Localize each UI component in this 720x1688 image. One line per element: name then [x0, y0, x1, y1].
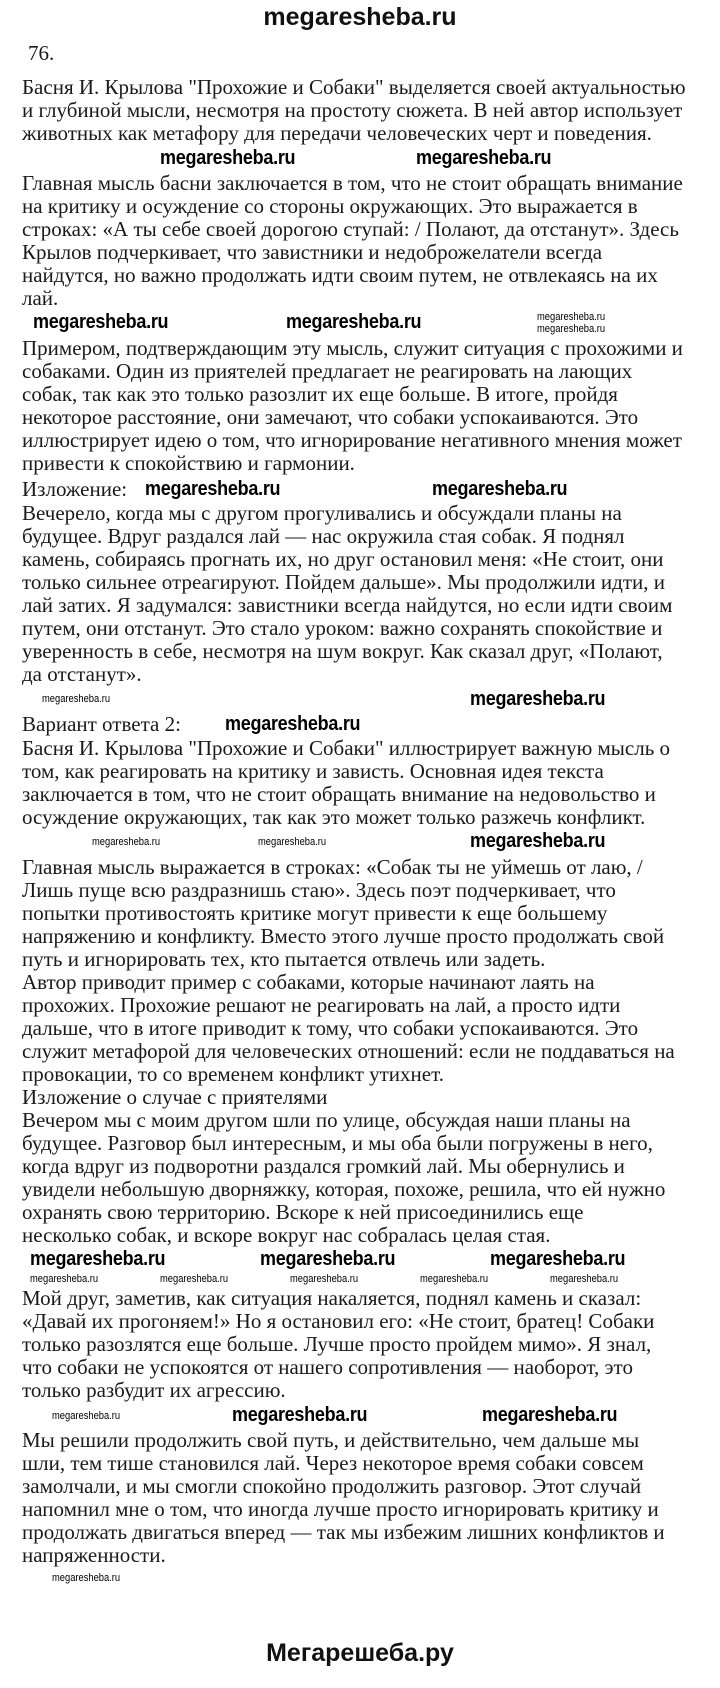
watermark: megaresheba.ru [225, 713, 361, 735]
paragraph-conclusion: Мы решили продолжить свой путь, и действительно, чем дальше мы шли, тем тише становился лай. Через некоторое время собаки совсем замолчали, и мы смогли спокойно продолжить разговор. Этот случай напомнил мне о том, что иногда лучше просто игнорировать критику и продолжать двигаться вперед — так мы избежим лишних конфликтов и напряженности. [22, 1428, 665, 1567]
watermark: megaresheba.ru [432, 478, 568, 500]
watermark-small: megaresheba.ru [537, 311, 606, 323]
watermark: megaresheba.ru [482, 1404, 618, 1426]
task-number: 76. [28, 41, 55, 65]
paragraph-friend: Мой друг, заметив, как ситуация накаляется, поднял камень и сказал: «Давай их прогоняем!» Но я остановил его: «Не стоит, братец! Собаки только разозлятся еще больше. Лучше просто пройдем мимо». Я знал, что собаки не успокоятся от нашего сопротивления — наоборот, это только разбудит их агрессию. [22, 1286, 655, 1402]
paragraph-1: Басня И. Крылова "Прохожие и Собаки" выделяется своей актуальностью и глубиной мысли, несмотря на простоту сюжета. В ней автор использует животных как метафору для передачи человеческих черт и поведения. [22, 75, 686, 145]
watermark: megaresheba.ru [232, 1404, 368, 1426]
paragraph-main-idea-2: Главная мысль выражается в строках: «Собак ты не уймешь от лаю, / Лишь пуще всю раздразнишь стаю». Здесь поэт подчеркивает, что попытки противостоять критике могут привести к еще большему напряжению и конфликту. Вместо этого лучше просто продолжать свой путь и игнорировать тех, кто пытается отвлечь или задеть. Автор приводит пример с собаками, которые начинают лаять на прохожих. Прохожие решают не реагировать на лай, а просто идти дальше, что в итоге приводит к тому, что собаки успокаиваются. Это служит метафорой для человеческих отношений: если не поддаваться на провокации, то со временем конфликт утихнет. Изложение о случае с приятелями Вечером мы с моим другом шли по улице, обсуждая наши планы на будущее. Разговор был интересным, и мы оба были погружены в него, когда вдруг из подворотни раздался громкий лай. Мы обернулись и увидели небольшую дворняжку, которая, похоже, решила, что ей нужно охранять свою территорию. Вскоре к ней присоединились еще несколько собак, и вскоре вокруг нас собралась целая стая. [22, 855, 675, 1247]
watermark-small: megaresheba.ru [160, 1273, 229, 1285]
watermark: megaresheba.ru [260, 1248, 396, 1270]
watermark: megaresheba.ru [490, 1248, 626, 1270]
watermark: megaresheba.ru [416, 147, 552, 169]
watermark: megaresheba.ru [286, 311, 422, 333]
paragraph-variant-2: Басня И. Крылова "Прохожие и Собаки" иллюстрирует важную мысль о том, как реагировать на критику и зависть. Основная идея текста заключается в том, что не стоит обращать внимание на недовольство и осуждение окружающих, так как это может только разжечь конфликт. [22, 736, 671, 829]
site-footer: Мегарешеба.ру [266, 1639, 454, 1667]
watermark-small: megaresheba.ru [550, 1273, 619, 1285]
watermark: megaresheba.ru [470, 688, 606, 710]
watermark-small: megaresheba.ru [420, 1273, 489, 1285]
watermark-small: megaresheba.ru [52, 1572, 121, 1584]
watermark-small: megaresheba.ru [42, 693, 111, 705]
watermark: megaresheba.ru [145, 478, 281, 500]
watermark: megaresheba.ru [160, 147, 296, 169]
watermark-small: megaresheba.ru [290, 1273, 359, 1285]
watermark: megaresheba.ru [33, 311, 169, 333]
paragraph-2: Главная мысль басни заключается в том, что не стоит обращать внимание на критику и осуждение со стороны окружающих. Это выражается в строках: «А ты себе своей дорогою ступай: / Полают, да отстанут». Здесь Крылов подчеркивает, что завистники и недоброжелатели всегда найдутся, но важно продолжать идти своим путем, не отвлекаясь на их лай. [22, 171, 683, 310]
watermark-small: megaresheba.ru [537, 323, 606, 335]
watermark-small: megaresheba.ru [92, 836, 161, 848]
site-header: megaresheba.ru [263, 3, 457, 31]
watermark: megaresheba.ru [30, 1248, 166, 1270]
watermark-small: megaresheba.ru [258, 836, 327, 848]
paragraph-3: Примером, подтверждающим эту мысль, служит ситуация с прохожими и собаками. Один из приятелей предлагает не реагировать на лающих собак, так как это только разозлит их еще больше. В итоге, пройдя некоторое расстояние, они замечают, что собаки успокаиваются. Это иллюстрирует идею о том, что игнорирование негативного мнения может привести к спокойствию и гармонии. [22, 336, 683, 475]
paragraph-exposition: Вечерело, когда мы с другом прогуливались и обсуждали планы на будущее. Вдруг раздался лай — нас окружила стая собак. Я поднял камень, собираясь прогнать их, но друг остановил меня: «Не стоит, они только сильнее отреагируют. Пойдем дальше». Мы продолжили идти, и лай затих. Я задумался: завистники всегда найдутся, но если идти своим путем, они отстанут. Это стало уроком: важно сохранять спокойствие и уверенность в себе, несмотря на шум вокруг. Как сказал друг, «Полают, да отстанут». [22, 501, 673, 686]
watermark-small: megaresheba.ru [30, 1273, 99, 1285]
variant-2-label: Вариант ответа 2: [22, 712, 181, 736]
watermark: megaresheba.ru [470, 830, 606, 852]
watermark-small: megaresheba.ru [52, 1410, 121, 1422]
exposition-label: Изложение: [22, 477, 128, 501]
